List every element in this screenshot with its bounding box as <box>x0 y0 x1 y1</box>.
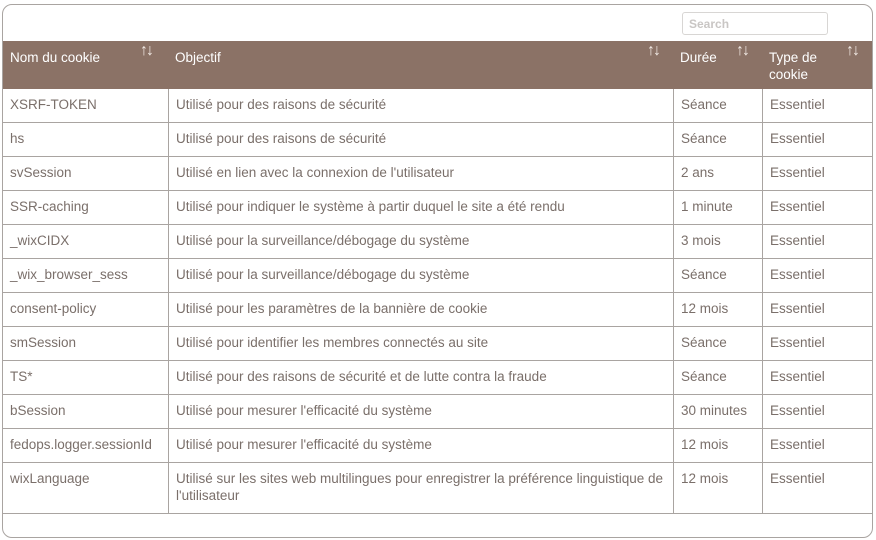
table-row <box>3 361 873 395</box>
cookie-type: Essentiel <box>762 191 873 224</box>
cookie-type: Essentiel <box>762 89 873 122</box>
cookie-purpose: Utilisé pour la surveillance/débogage du système <box>168 225 673 258</box>
cookie-type: Essentiel <box>762 259 873 292</box>
cookie-purpose: Utilisé sur les sites web multilingues pour enregistrer la préférence linguistique de l'utilisateur <box>168 463 673 513</box>
cookie-type: Essentiel <box>762 463 873 513</box>
cookie-purpose: Utilisé pour les paramètres de la bannière de cookie <box>168 293 673 326</box>
cookie-duration: 2 ans <box>673 157 762 190</box>
cookie-purpose: Utilisé en lien avec la connexion de l'utilisateur <box>168 157 673 190</box>
cookie-purpose: Utilisé pour des raisons de sécurité et de lutte contra la fraude <box>168 361 673 394</box>
cookie-name: wixLanguage <box>10 471 90 486</box>
cookie-table-card <box>2 4 873 538</box>
cookie-name: SSR-caching <box>10 199 89 214</box>
cookie-duration: Séance <box>673 259 762 292</box>
table-row <box>3 89 873 123</box>
cookie-type: Essentiel <box>762 395 873 428</box>
cookie-duration: 30 minutes <box>673 395 762 428</box>
cookie-type: Essentiel <box>762 123 873 156</box>
column-header-type[interactable] <box>762 41 873 89</box>
table-row <box>3 157 873 191</box>
table-row <box>3 123 873 157</box>
cookie-purpose: Utilisé pour la surveillance/débogage du système <box>168 259 673 292</box>
table-body <box>3 89 873 514</box>
column-header-label: Durée <box>680 50 717 65</box>
cookie-duration: 12 mois <box>673 293 762 326</box>
table-row <box>3 225 873 259</box>
column-header-label: Nom du cookie <box>10 50 101 65</box>
cookie-name: _wixCIDX <box>10 233 70 248</box>
cookie-name: fedops.logger.sessionId <box>10 437 152 452</box>
cookie-type: Essentiel <box>762 429 873 462</box>
cookie-duration: Séance <box>673 327 762 360</box>
cookie-name: svSession <box>10 165 72 180</box>
table-header <box>3 41 873 89</box>
cookie-duration: Séance <box>673 361 762 394</box>
cookie-name: consent-policy <box>10 301 97 316</box>
column-header-name[interactable] <box>3 41 168 89</box>
table-row <box>3 395 873 429</box>
cookie-duration: Séance <box>673 123 762 156</box>
cookie-name: _wix_browser_sess <box>10 267 128 282</box>
cookie-type: Essentiel <box>762 327 873 360</box>
table-row <box>3 259 873 293</box>
cookie-purpose: Utilisé pour des raisons de sécurité <box>168 123 673 156</box>
sort-arrows-icon[interactable]: ↑↓ <box>736 42 748 59</box>
cookie-duration: 12 mois <box>673 463 762 513</box>
cookie-duration: 3 mois <box>673 225 762 258</box>
sort-arrows-icon[interactable]: ↑↓ <box>647 42 659 59</box>
cookie-duration: Séance <box>673 89 762 122</box>
column-header-duration[interactable] <box>673 41 762 89</box>
cookie-name: XSRF-TOKEN <box>10 97 97 112</box>
cookie-type: Essentiel <box>762 225 873 258</box>
cookie-name: smSession <box>10 335 77 350</box>
table-row <box>3 429 873 463</box>
sort-arrows-icon[interactable]: ↑↓ <box>846 42 858 59</box>
cookie-purpose: Utilisé pour indiquer le système à partir duquel le site a été rendu <box>168 191 673 224</box>
table-row <box>3 327 873 361</box>
search-input[interactable] <box>682 12 828 35</box>
cookie-duration: 1 minute <box>673 191 762 224</box>
table-row <box>3 191 873 225</box>
cookie-purpose: Utilisé pour mesurer l'efficacité du système <box>168 395 673 428</box>
sort-arrows-icon[interactable]: ↑↓ <box>140 42 152 59</box>
column-header-label: Type de cookie <box>769 50 818 82</box>
column-header-purpose[interactable] <box>168 41 673 89</box>
cookie-purpose: Utilisé pour mesurer l'efficacité du système <box>168 429 673 462</box>
cookie-purpose: Utilisé pour des raisons de sécurité <box>168 89 673 122</box>
cookie-name: TS* <box>10 369 33 384</box>
cookie-name: bSession <box>10 403 66 418</box>
table-row <box>3 463 873 514</box>
cookie-type: Essentiel <box>762 157 873 190</box>
cookie-purpose: Utilisé pour identifier les membres connectés au site <box>168 327 673 360</box>
table-row <box>3 293 873 327</box>
column-header-label: Objectif <box>175 50 221 65</box>
cookie-type: Essentiel <box>762 361 873 394</box>
cookie-duration: 12 mois <box>673 429 762 462</box>
cookie-type: Essentiel <box>762 293 873 326</box>
cookie-name: hs <box>10 131 25 146</box>
